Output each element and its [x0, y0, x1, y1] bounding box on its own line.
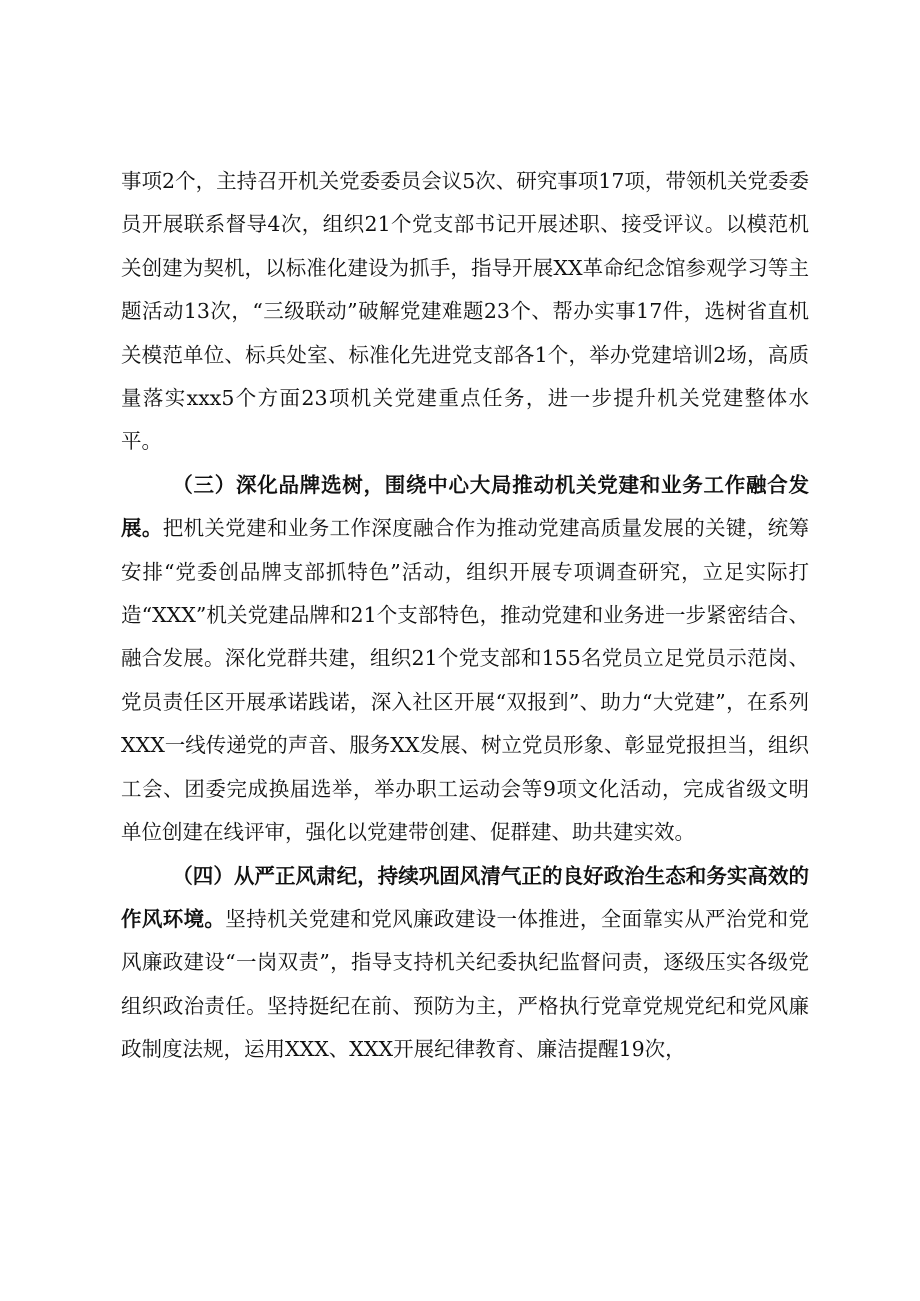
paragraph-text: 把机关党建和业务工作深度融合作为推动党建高质量发展的关键，统筹安排“党委创品牌支部抓特色”活动，组织开展专项调查研究，立足实际打造“XXX”机关党建品牌和21个支部特色，推动党建和业务进一步紧密结合、融合发展。深化党群共建，组织21个党支部和155名党员立足党员示范岗、党员责任区开展承诺践诺，深入社区开展“双报到”、助力“大党建”，在系列XXX一线传递党的声音、服务XX发展、树立党员形象、彰显党报担当，组织工会、团委完成换届选举，举办职工运动会等9项文化活动，完成省级文明单位创建在线评审，强化以党建带创建、促群建、助共建实效。 — [121, 516, 809, 845]
paragraph-continuation — [121, 160, 809, 464]
paragraph-text: 坚持机关党建和党风廉政建设一体推进，全面靠实从严治党和党风廉政建设“一岗双责”，指导支持机关纪委执纪监督问责，逐级压实各级党组织政治责任。坚持挺纪在前、预防为主，严格执行党章党规党纪和党风廉政制度法规，运用XXX、XXX开展纪律教育、廉洁提醒19次， — [121, 906, 809, 1062]
section-3-heading: （三）深化品牌选树，围绕中心大局推动机关党建和业务工作融合发展。 — [121, 472, 809, 541]
paragraph-section-4 — [121, 855, 809, 1072]
section-4-heading: （四）从严正风肃纪，持续巩固风清气正的良好政治生态和务实高效的作风环境。 — [121, 863, 809, 931]
paragraph-section-3 — [121, 464, 809, 855]
paragraph-text: 事项2个，主持召开机关党委委员会议5次、研究事项17项，带领机关党委委员开展联系督导4次，组织21个党支部书记开展述职、接受评议。以模范机关创建为契机，以标准化建设为抓手，指导开展XX革命纪念馆参观学习等主题活动13次，“三级联动”破解党建难题23个、帮办实事17件，选树省直机关模范单位、标兵处室、标准化先进党支部各1个，举办党建培训2场，高质量落实xxx5个方面23项机关党建重点任务，进一步提升机关党建整体水平。 — [121, 169, 809, 454]
document-body — [121, 160, 809, 1072]
